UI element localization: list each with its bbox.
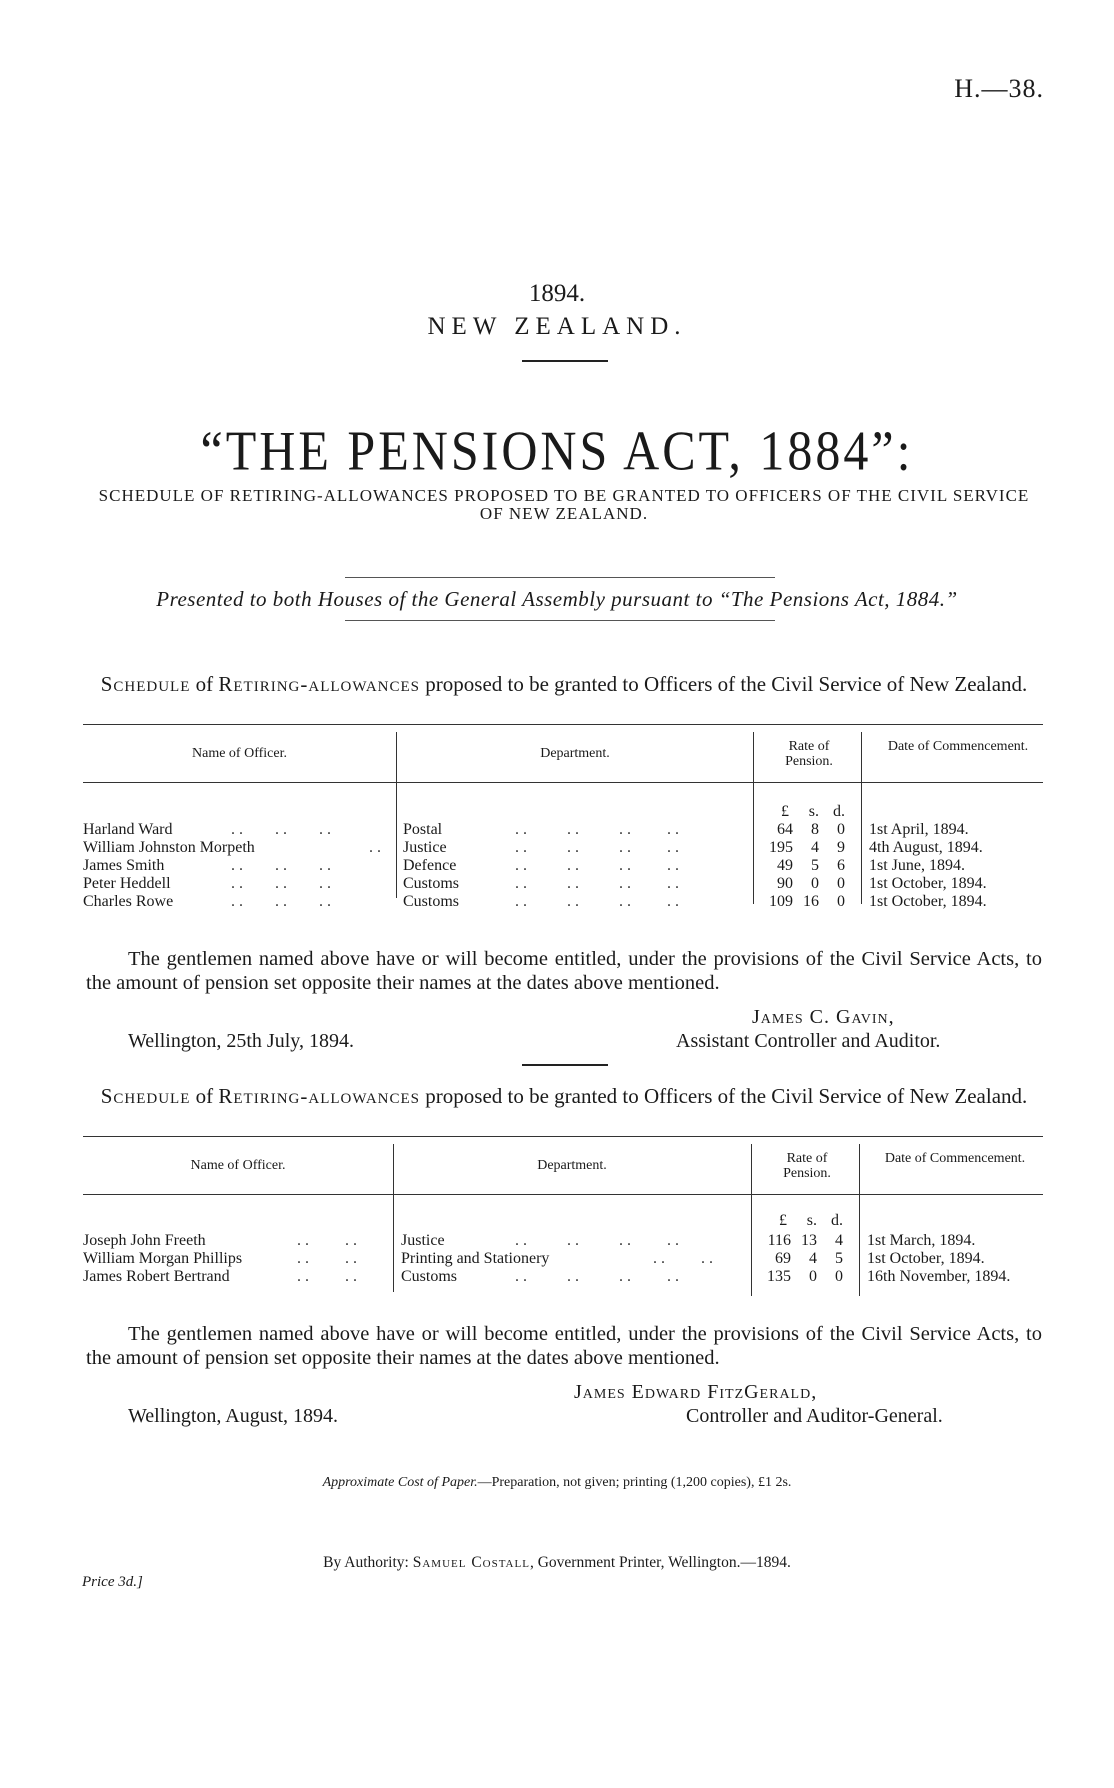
table-top-rule (83, 724, 1043, 725)
heading-text: proposed to be granted to Officers of the Civil Service of New Zealand. (420, 1084, 1028, 1108)
pension-pounds: 69 (775, 1250, 791, 1267)
officer-name: Joseph John Freeth (83, 1232, 206, 1249)
leader-dots: . . . . . . . . (515, 875, 679, 892)
column-header-name: Name of Officer. (192, 746, 287, 761)
pension-pounds: 49 (777, 857, 793, 874)
department: Customs (403, 893, 460, 910)
department: Justice (403, 839, 447, 856)
pension-pounds: 195 (769, 839, 793, 856)
leader-dots: . . . . (297, 1232, 357, 1249)
pension-shillings: 5 (811, 857, 819, 874)
pension-pounds: 64 (777, 821, 793, 838)
pence-symbol: d. (833, 803, 845, 820)
officer-name: Harland Ward (83, 821, 173, 838)
commencement-date: 4th August, 1894. (869, 839, 983, 856)
document-subtitle: SCHEDULE OF RETIRING-ALLOWANCES PROPOSED TO BE GRANTED TO OFFICERS OF THE CIVIL SERVICE OF NEW ZEALAND. (98, 486, 1030, 523)
printer-details: , Government Printer, Wellington.—1894. (529, 1554, 791, 1571)
pension-pence: 0 (837, 893, 845, 910)
department: Defence (403, 857, 457, 874)
pounds-symbol: £ (779, 1212, 787, 1229)
leader-dots: . . . . (297, 1250, 357, 1267)
department: Justice (401, 1232, 445, 1249)
column-header-date: Date of Commencement. (884, 1151, 1026, 1166)
pension-pence: 0 (837, 875, 845, 892)
department: Postal (403, 821, 443, 838)
heading-word: of (190, 1084, 219, 1108)
presented-rule-top (345, 577, 775, 578)
shillings-symbol: s. (806, 1212, 817, 1229)
schedule-2-place-date: Wellington, August, 1894. (128, 1405, 339, 1427)
column-divider (753, 732, 754, 904)
commencement-date: 1st June, 1894. (869, 857, 965, 874)
schedule-1-place-date: Wellington, 25th July, 1894. (128, 1030, 354, 1052)
pension-shillings: 0 (811, 875, 819, 892)
pension-shillings: 8 (811, 821, 819, 838)
heading-word: Schedule (100, 672, 191, 696)
leader-dots: . . . . . . . . (515, 893, 679, 910)
table-top-rule (83, 1136, 1043, 1137)
pension-pence: 0 (835, 1268, 843, 1285)
pension-pence: 5 (835, 1250, 843, 1267)
officer-name: James Robert Bertrand (83, 1268, 230, 1285)
pension-shillings: 4 (809, 1250, 817, 1267)
price-label: Price 3d.] (82, 1574, 143, 1590)
country-heading: NEW ZEALAND. (427, 313, 687, 340)
column-header-date: Date of Commencement. (887, 739, 1029, 754)
pension-pounds: 135 (767, 1268, 791, 1285)
commencement-date: 1st October, 1894. (869, 875, 987, 892)
leader-dots: . . . . (653, 1250, 713, 1267)
commencement-date: 1st April, 1894. (869, 821, 969, 838)
schedule-2-note: The gentlemen named above have or will become entitled, under the provisions of the Civil Service Acts, to the amount of pension set opposite their names at the dates above mentioned. (86, 1323, 1042, 1369)
commencement-date: 1st March, 1894. (867, 1232, 976, 1249)
pension-pence: 0 (837, 821, 845, 838)
schedule-2-table (83, 1136, 1043, 1306)
leader-dots: . . . . . . (231, 875, 331, 892)
leader-dots: . . . . . . . . (515, 839, 679, 856)
act-title: “THE PENSIONS ACT, 1884”: (200, 419, 914, 482)
heading-word: of (190, 672, 219, 696)
shillings-symbol: s. (808, 803, 819, 820)
paper-cost-note (0, 1475, 1114, 1491)
leader-dots: . . (369, 839, 381, 856)
column-divider (861, 732, 862, 904)
pension-shillings: 13 (801, 1232, 817, 1249)
schedule-1-note: The gentlemen named above have or will become entitled, under the provisions of the Civil Service Acts, to the amount of pension set opposite their names at the dates above mentioned. (86, 948, 1042, 994)
officer-name: Peter Heddell (83, 875, 171, 892)
leader-dots: . . . . . . . . (515, 1232, 679, 1249)
leader-dots: . . . . . . (231, 821, 331, 838)
pounds-symbol: £ (781, 803, 789, 820)
pension-shillings: 16 (803, 893, 819, 910)
officer-name: Charles Rowe (83, 893, 174, 910)
schedule-2-heading (86, 1085, 1042, 1107)
leader-dots: . . . . . . . . (515, 821, 679, 838)
session-year: 1894. (528, 280, 586, 307)
schedule-2-signatory-title: Controller and Auditor-General. (686, 1405, 943, 1427)
pension-pounds: 109 (769, 893, 793, 910)
header-rule (83, 1194, 1043, 1195)
cost-label: Approximate Cost of Paper. (322, 1475, 478, 1490)
pension-shillings: 4 (811, 839, 819, 856)
cost-text: —Preparation, not given; printing (1,200 copies), £1 2s. (477, 1475, 792, 1490)
column-header-department: Department. (540, 746, 610, 761)
column-divider (751, 1144, 752, 1296)
officer-name: William Morgan Phillips (83, 1250, 243, 1267)
leader-dots: . . . . . . (231, 893, 331, 910)
schedule-divider (522, 1064, 608, 1066)
officer-name: James Smith (83, 857, 165, 874)
commencement-date: 1st October, 1894. (869, 893, 987, 910)
column-header-rate: Rate of Pension. (785, 739, 833, 769)
leader-dots: . . . . . . . . (515, 1268, 679, 1285)
leader-dots: . . . . . . (231, 857, 331, 874)
schedule-1-signatory-title: Assistant Controller and Auditor. (676, 1030, 941, 1052)
pension-shillings: 0 (809, 1268, 817, 1285)
heading-word: Retiring-allowances (218, 1084, 421, 1108)
document-reference: H.—38. (954, 74, 1044, 103)
column-header-rate: Rate of Pension. (783, 1151, 831, 1181)
department: Customs (401, 1268, 458, 1285)
authority-prefix: By Authority: (323, 1554, 413, 1571)
pence-symbol: d. (831, 1212, 843, 1229)
schedule-1-heading (86, 673, 1042, 695)
department: Customs (403, 875, 460, 892)
printer-name: Samuel Costall (412, 1554, 530, 1571)
commencement-date: 16th November, 1894. (867, 1268, 1011, 1285)
heading-text: proposed to be granted to Officers of the Civil Service of New Zealand. (420, 672, 1028, 696)
schedule-2-signatory: James Edward FitzGerald, (574, 1381, 818, 1403)
pension-pence: 4 (835, 1232, 843, 1249)
officer-name: William Johnston Morpeth (83, 839, 255, 856)
pension-pounds: 116 (767, 1232, 791, 1249)
title-divider (522, 360, 608, 362)
leader-dots: . . . . (297, 1268, 357, 1285)
schedule-1-table (83, 724, 1043, 924)
schedule-1-signatory: James C. Gavin, (752, 1006, 895, 1028)
presented-note: Presented to both Houses of the General Assembly pursuant to “The Pensions Act, 1884.” (156, 587, 958, 611)
header-rule (83, 782, 1043, 783)
pension-pounds: 90 (777, 875, 793, 892)
pension-pence: 9 (837, 839, 845, 856)
printer-imprint (0, 1554, 1114, 1572)
column-header-name: Name of Officer. (190, 1158, 286, 1173)
column-header-department: Department. (537, 1158, 607, 1173)
pension-pence: 6 (837, 857, 845, 874)
commencement-date: 1st October, 1894. (867, 1250, 985, 1267)
presented-rule-bottom (345, 620, 775, 621)
heading-word: Retiring-allowances (218, 672, 421, 696)
column-divider (859, 1144, 860, 1296)
heading-word: Schedule (100, 1084, 191, 1108)
leader-dots: . . . . . . . . (515, 857, 679, 874)
department: Printing and Stationery (401, 1250, 550, 1267)
